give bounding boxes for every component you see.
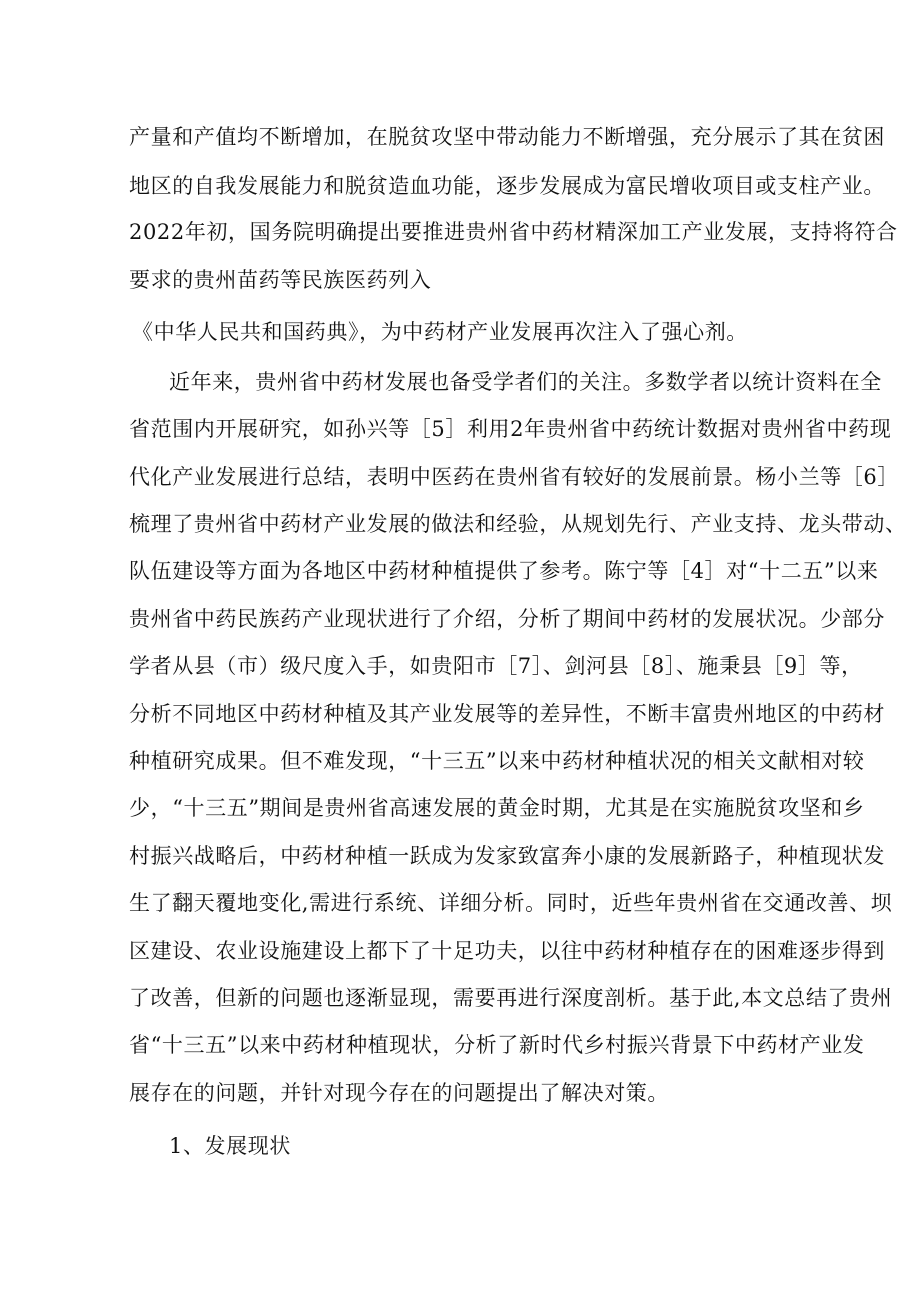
paragraph-line: 代化产业发展进行总结，表明中医药在贵州省有较好的发展前景。杨小兰等［6］ [129,465,899,489]
paragraph-line: 了改善，但新的问题也逐渐显现，需要再进行深度剖析。基于此,本文总结了贵州 [129,986,893,1010]
paragraph-line: 贵州省中药民族药产业现状进行了介绍，分析了期间中药材的发展状况。少部分 [129,607,885,631]
paragraph-line: 地区的自我发展能力和脱贫造血功能，逐步发展成为富民增收项目或支柱产业。 [129,174,885,198]
paragraph-line: 少，“十三五”期间是贵州省高速发展的黄金时期，尤其是在实施脱贫攻坚和乡 [129,796,865,820]
paragraph-line: 种植研究成果。但不难发现，“十三五”以来中药材种植状况的相关文献相对较 [129,749,865,773]
paragraph-line: 分析不同地区中药材种植及其产业发展等的差异性，不断丰富贵州地区的中药材 [129,702,885,726]
paragraph-line: 《中华人民共和国药典》，为中药材产业发展再次注入了强心剂。 [132,320,748,344]
paragraph-line: 区建设、农业设施建设上都下了十足功夫，以往中药材种植存在的困难逐步得到 [129,939,885,963]
paragraph-line: 梳理了贵州省中药材产业发展的做法和经验，从规划先行、产业支持、龙头带动、 [129,512,907,536]
paragraph-line: 队伍建设等方面为各地区中药材种植提供了参考。陈宁等［4］对“十二五”以来 [129,559,879,583]
paragraph-line: 省范围内开展研究，如孙兴等［5］利用2年贵州省中药统计数据对贵州省中药现 [129,417,892,441]
paragraph-line: 近年来，贵州省中药材发展也备受学者们的关注。多数学者以统计资料在全 [169,370,882,394]
paragraph-line: 省“十三五”以来中药材种植现状，分析了新时代乡村振兴背景下中药材产业发 [129,1033,865,1057]
paragraph-line: 要求的贵州苗药等民族医药列入 [129,268,432,292]
paragraph-line: 村振兴战略后，中药材种植一跃成为发家致富奔小康的发展新路子，种植现状发 [129,844,885,868]
section-heading: 1、发展现状 [169,1134,291,1158]
paragraph-line: 展存在的问题，并针对现今存在的问题提出了解决对策。 [129,1081,669,1105]
paragraph-line: 产量和产值均不断增加，在脱贫攻坚中带动能力不断增强，充分展示了其在贫困 [129,125,885,149]
paragraph-line: 生了翻天覆地变化,需进行系统、详细分析。同时，近些年贵州省在交通改善、坝 [129,891,893,915]
paragraph-line: 2022年初，国务院明确提出要推进贵州省中药材精深加工产业发展，支持将符合 [129,220,898,244]
paragraph-line: 学者从县（市）级尺度入手，如贵阳市［7］、剑河县［8］、施秉县［9］等， [129,654,863,678]
